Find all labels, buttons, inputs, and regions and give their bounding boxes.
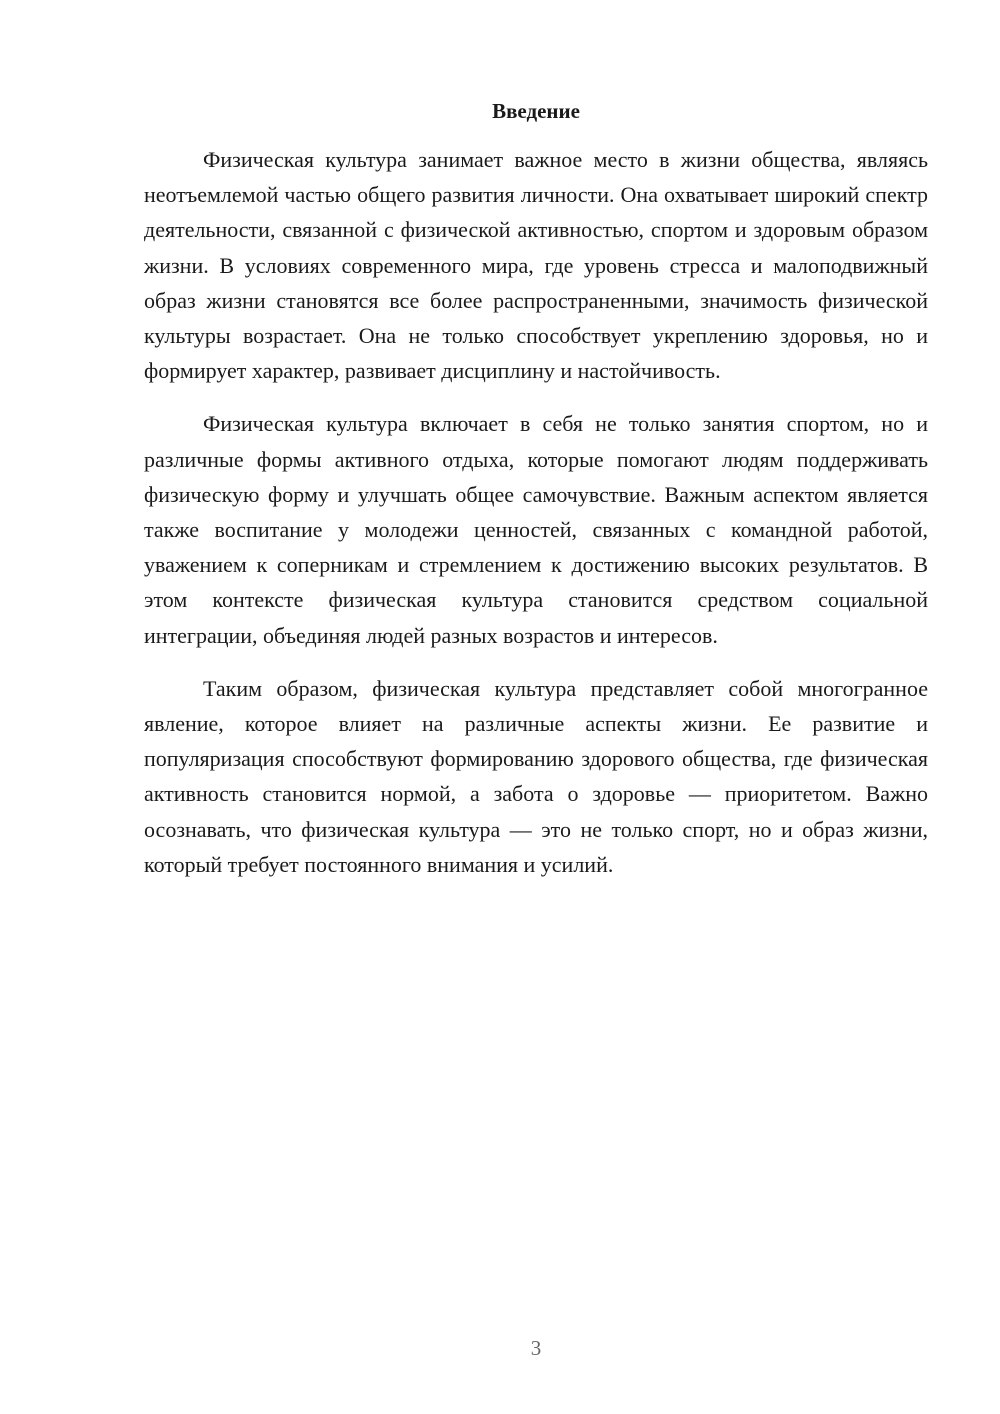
- document-body: [144, 142, 928, 882]
- page-number: 3: [530, 1336, 542, 1360]
- paragraph-3: Таким образом, физическая культура представляет собой многогранное явление, которое влияет на различные аспекты жизни. Ее развитие и популяризация способствуют формированию здорового общества, где физическая активность становится нормой, а забота о здоровье — приоритетом. Важно осознавать, что физическая культура — это не только спорт, но и образ жизни, который требует постоянного внимания и усилий.: [144, 675, 928, 877]
- paragraph-2: Физическая культура включает в себя не только занятия спортом, но и различные формы активного отдыха, которые помогают людям поддерживать физическую форму и улучшать общее самочувствие. Важным аспектом является также воспитание у молодежи ценностей, связанных с командной работой, уважением к соперникам и стремлением к достижению высоких результатов. В этом контексте физическая культура становится средством социальной интеграции, объединяя людей разных возрастов и интересов.: [144, 411, 928, 648]
- page-title: Введение: [492, 99, 580, 123]
- paragraph-1: Физическая культура занимает важное место в жизни общества, являясь неотъемлемой частью общего развития личности. Она охватывает широкий спектр деятельности, связанной с физической активностью, спортом и здоровым образом жизни. В условиях современного мира, где уровень стресса и малоподвижный образ жизни становятся все более распространенными, значимость физической культуры возрастает. Она не только способствует укреплению здоровья, но и формирует характер, развивает дисциплину и настойчивость.: [144, 147, 928, 384]
